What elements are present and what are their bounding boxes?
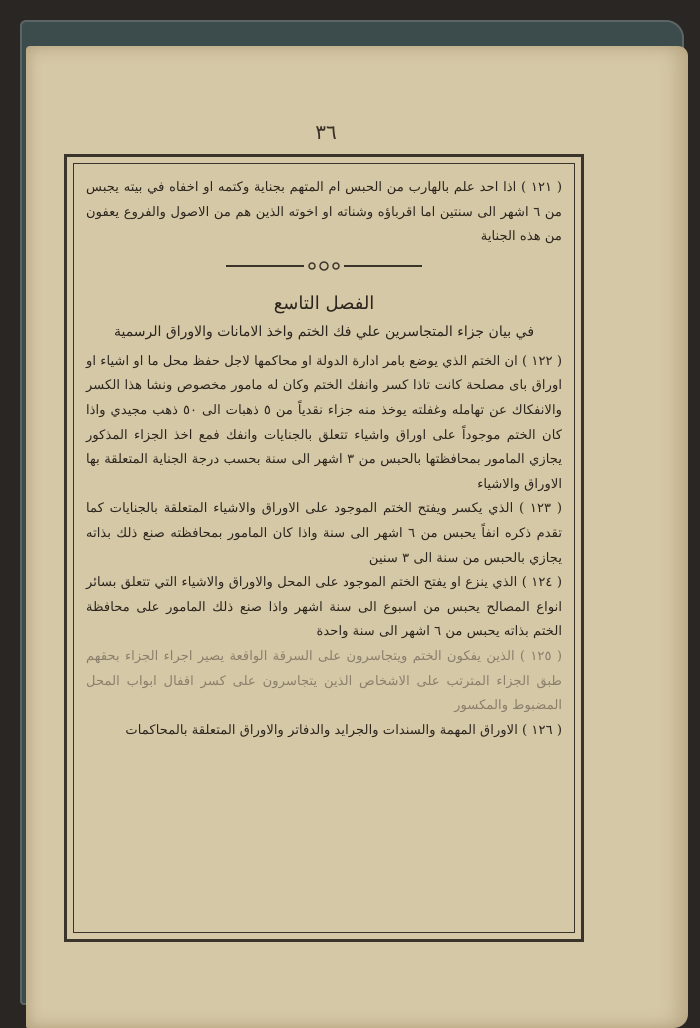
text-frame-inner <box>73 163 575 933</box>
article-121: ( ١٢١ ) اذا احد علم بالهارب من الحبس ام المتهم بجناية وكتمه او اخفاه في بيته يجبس من ٦ اشهر الى سنتين اما اقرباؤه وشناته او اخوته الذين هم من الاصول والفروع يعفون من هذه الجناية <box>86 180 562 245</box>
chapter-subtitle: في بيان جزاء المتجاسرين علي فك الختم واخذ الامانات والاوراق الرسمية <box>113 323 535 340</box>
article-123: ( ١٢٣ ) الذي يكسر ويفتح الختم الموجود على الاوراق والاشياء المتعلقة بالجنايات كما تقدم ذكره انفاً يحبس من ٦ اشهر الى سنة واذا كان المامور بمحافظته صنع ذلك بذاته يجازي بالحبس من سنة الى ٣ سنين <box>86 501 562 566</box>
text-frame <box>64 154 584 942</box>
chapter-title: الفصل التاسع <box>273 292 375 314</box>
book-cover <box>20 20 684 1005</box>
book-page <box>26 46 688 1028</box>
article-124: ( ١٢٤ ) الذي ينزع او يفتح الختم الموجود على المحل والاوراق والاشياء التي تتعلق بسائر انواع المصالح يحبس من اسبوع الى سنة اشهر واذا صنع ذلك المامور على محافظة الختم بذاته يحبس من ٦ اشهر الى سنة واحدة <box>86 575 562 640</box>
article-122: ( ١٢٢ ) ان الختم الذي يوضع بامر ادارة الدولة او محاكمها لاجل حفظ محل ما او اشياء او اوراق باى مصلحة كانت تاذا كسر وانفك الختم وكان له مامور مخصوص ونشا هذا الكسر والانفكاك عن تهامله وغفلته يوخذ منه جزاء نقدياً من ٥ ذهبات الى ٥٠ ذهب مجيدي واذا كان الختم موجوداً على اوراق واشياء تتعلق بالجنايات وانفك فمع اخذ الجزاء المذكور يجازي المامور بمحافظتها بالحبس من ٣ اشهر الى سنة بحسب درجة الجناية المتعلقة بها الاوراق والاشياء <box>86 353 562 492</box>
page-number: ٣٦ <box>315 120 337 144</box>
ornament-divider <box>224 260 424 272</box>
article-125: ( ١٢٥ ) الذين يفكون الختم ويتجاسرون على السرقة الواقعة يصير اجراء الجزاء بحقهم طبق الجزاء المترتب على الاشخاص الذين يتجاسرون على كسر اقفال ابواب المحل المضبوط والمكسور <box>86 648 562 714</box>
page-text <box>86 176 562 924</box>
article-126: ( ١٢٦ ) الاوراق المهمة والسندات والجرايد والدفاتر والاوراق المتعلقة بالمحاكمات <box>125 722 562 738</box>
